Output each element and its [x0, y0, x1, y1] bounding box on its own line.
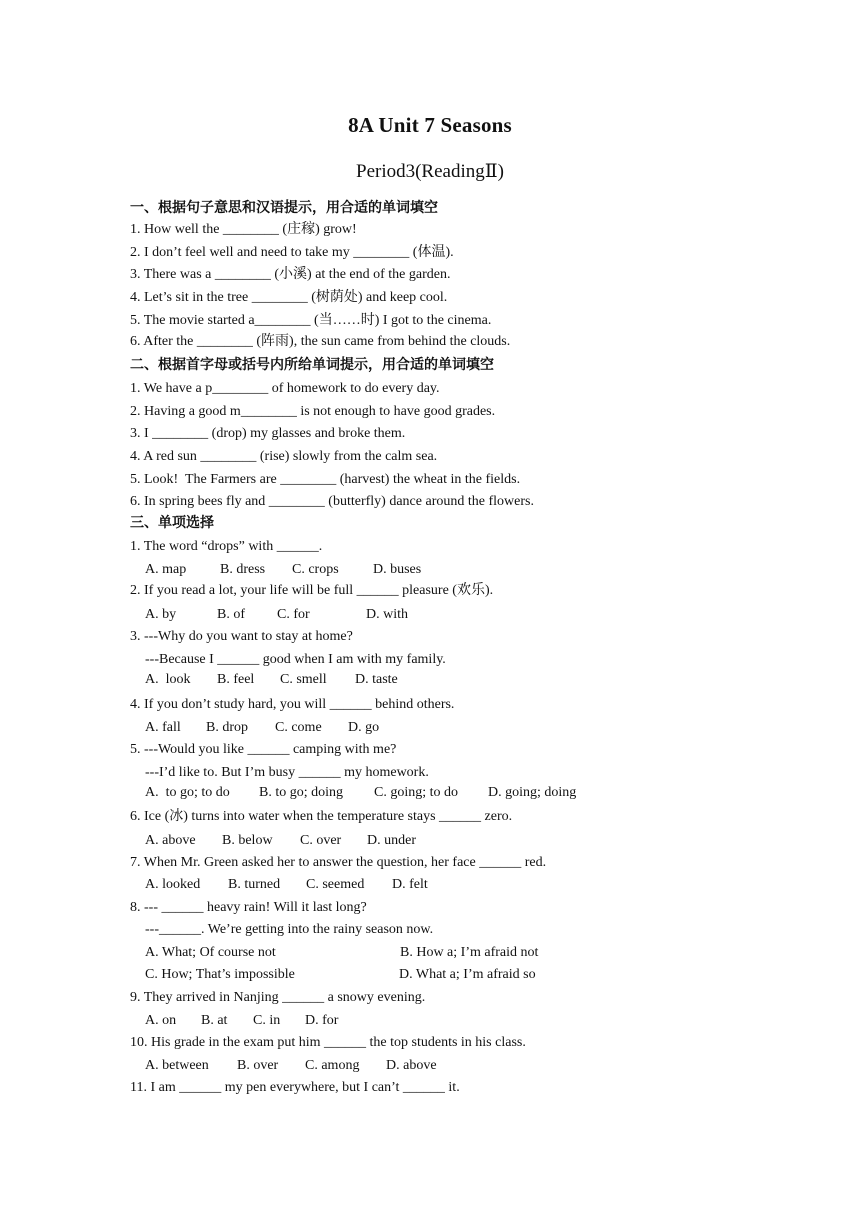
s3-q6-option-c: C. over — [300, 833, 342, 848]
s3-q8-option-b: B. How a; I’m afraid not — [400, 945, 539, 960]
s2-question-2: 2. Having a good m________ is not enough to have good grades. — [130, 404, 496, 419]
s3-q3-option-c: C. smell — [280, 672, 327, 687]
s3-q5-option-b: B. to go; doing — [259, 785, 344, 800]
s3-q9-option-c: C. in — [253, 1013, 281, 1028]
s3-q9-option-b: B. at — [201, 1013, 228, 1028]
s3-q1-stem: 1. The word “drops” with ______. — [130, 539, 323, 554]
s3-q4-option-a: A. fall — [145, 720, 181, 735]
s3-q10-option-d: D. above — [386, 1058, 437, 1073]
s3-q5-option-d: D. going; doing — [488, 785, 577, 800]
s2-question-4: 4. A red sun ________ (rise) slowly from the calm sea. — [130, 449, 438, 464]
s3-q4-option-b: B. drop — [206, 720, 248, 735]
s3-q6-option-a: A. above — [145, 833, 196, 848]
s1-question-3: 3. There was a ________ (小溪) at the end of the garden. — [130, 267, 451, 282]
s3-q2-option-d: D. with — [366, 607, 408, 622]
s3-q4-option-d: D. go — [348, 720, 380, 735]
s3-q10-option-a: A. between — [145, 1058, 209, 1073]
s3-q3-stem2: ---Because I ______ good when I am with my family. — [145, 652, 446, 667]
s3-q1-option-d: D. buses — [373, 562, 422, 577]
s3-q7-option-a: A. looked — [145, 877, 201, 892]
s3-q9-stem: 9. They arrived in Nanjing ______ a snowy evening. — [130, 990, 426, 1005]
s3-q8-option-a: A. What; Of course not — [145, 945, 276, 960]
s3-q2-option-b: B. of — [217, 607, 245, 622]
s3-q3-option-d: D. taste — [355, 672, 398, 687]
s3-q4-stem: 4. If you don’t study hard, you will ______ behind others. — [130, 697, 455, 712]
s3-q1-option-a: A. map — [145, 562, 187, 577]
s3-q5-stem2: ---I’d like to. But I’m busy ______ my homework. — [145, 765, 429, 780]
s3-q8-stem2: ---______. We’re getting into the rainy season now. — [145, 922, 434, 937]
s3-q6-option-d: D. under — [367, 833, 416, 848]
s3-q3-option-b: B. feel — [217, 672, 255, 687]
s3-q9-option-a: A. on — [145, 1013, 177, 1028]
document-title: 8A Unit 7 Seasons — [348, 113, 512, 137]
s3-q3-option-a: A. look — [145, 672, 191, 687]
s2-question-3: 3. I ________ (drop) my glasses and broke them. — [130, 426, 406, 441]
s3-q7-option-d: D. felt — [392, 877, 428, 892]
s2-question-5: 5. Look! The Farmers are ________ (harvest) the wheat in the fields. — [130, 472, 521, 487]
s3-q5-option-a: A. to go; to do — [145, 785, 230, 800]
s1-question-5: 5. The movie started a________ (当……时) I got to the cinema. — [130, 313, 492, 328]
s3-q2-option-c: C. for — [277, 607, 310, 622]
s1-question-6: 6. After the ________ (阵雨), the sun came from behind the clouds. — [130, 334, 511, 349]
s1-question-4: 4. Let’s sit in the tree ________ (树荫处) and keep cool. — [130, 290, 448, 305]
s3-q3-stem: 3. ---Why do you want to stay at home? — [130, 629, 353, 644]
s2-question-1: 1. We have a p________ of homework to do every day. — [130, 381, 440, 396]
s3-q7-stem: 7. When Mr. Green asked her to answer the question, her face ______ red. — [130, 855, 547, 870]
s1-question-1: 1. How well the ________ (庄稼) grow! — [130, 222, 357, 237]
s3-q10-option-c: C. among — [305, 1058, 360, 1073]
s1-question-2: 2. I don’t feel well and need to take my ________ (体温). — [130, 245, 454, 260]
s3-q6-stem: 6. Ice (冰) turns into water when the temperature stays ______ zero. — [130, 809, 513, 824]
section2-heading: 二、根据首字母或括号内所给单词提示，用合适的单词填空 — [130, 357, 494, 373]
s3-q5-option-c: C. going; to do — [374, 785, 459, 800]
s3-q2-stem: 2. If you read a lot, your life will be full ______ pleasure (欢乐). — [130, 583, 494, 598]
s3-q1-option-b: B. dress — [220, 562, 266, 577]
s3-q7-option-c: C. seemed — [306, 877, 365, 892]
s3-q8-stem: 8. --- ______ heavy rain! Will it last long? — [130, 900, 367, 915]
s3-q1-option-c: C. crops — [292, 562, 339, 577]
s3-q8-option-c: C. How; That’s impossible — [145, 967, 295, 982]
s3-q5-stem: 5. ---Would you like ______ camping with me? — [130, 742, 397, 757]
s3-q11-stem: 11. I am ______ my pen everywhere, but I can’t ______ it. — [130, 1080, 460, 1095]
s2-question-6: 6. In spring bees fly and ________ (butterfly) dance around the flowers. — [130, 494, 534, 509]
s3-q9-option-d: D. for — [305, 1013, 339, 1028]
s3-q8-option-d: D. What a; I’m afraid so — [399, 967, 536, 982]
s3-q2-option-a: A. by — [145, 607, 177, 622]
s3-q4-option-c: C. come — [275, 720, 322, 735]
section3-heading: 三、单项选择 — [130, 515, 214, 531]
s3-q7-option-b: B. turned — [228, 877, 281, 892]
document-subtitle: Period3(ReadingⅡ) — [356, 161, 504, 182]
s3-q6-option-b: B. below — [222, 833, 273, 848]
section1-heading: 一、根据句子意思和汉语提示，用合适的单词填空 — [130, 200, 438, 216]
s3-q10-option-b: B. over — [237, 1058, 279, 1073]
s3-q10-stem: 10. His grade in the exam put him ______ the top students in his class. — [130, 1035, 526, 1050]
